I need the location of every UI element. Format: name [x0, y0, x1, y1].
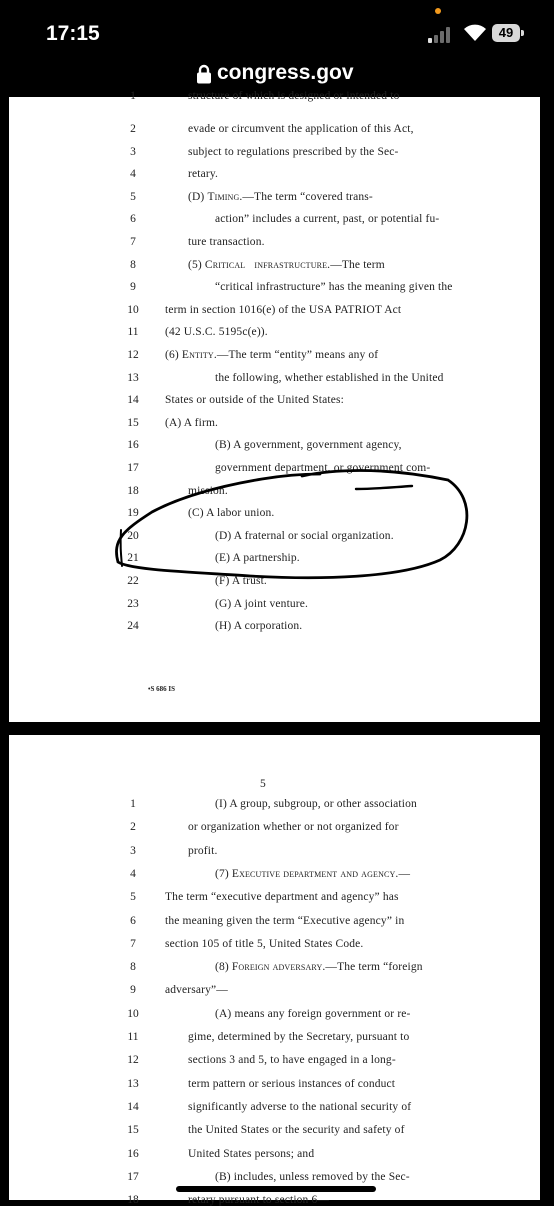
line-number: 23 — [127, 597, 139, 610]
line-text: government department, or government com- — [215, 462, 431, 474]
line-lead: (5) — [188, 258, 205, 271]
line-number: 4 — [130, 168, 136, 181]
line-number: 20 — [127, 529, 139, 542]
section-heading: Timing — [207, 190, 240, 203]
line-text — [165, 349, 378, 361]
line-number: 14 — [127, 1100, 139, 1113]
line-number: 2 — [130, 123, 136, 135]
line-rest: .—The term “covered trans- — [239, 190, 373, 203]
line-number: 3 — [130, 145, 136, 158]
line-number: 11 — [127, 1031, 139, 1043]
line-number: 15 — [127, 1124, 139, 1137]
line-number: 8 — [130, 258, 136, 271]
line-text: mission. — [188, 484, 228, 497]
line-text: section 105 of title 5, United States Code. — [165, 937, 364, 950]
line-lead: (D) — [188, 190, 208, 203]
privacy-indicator-dot — [435, 8, 441, 14]
line-number: 21 — [127, 552, 139, 565]
page-number: 5 — [260, 778, 266, 790]
line-text: or organization whether or not organized for — [188, 821, 399, 834]
line-number: 9 — [130, 984, 136, 997]
line-text: the meaning given the term “Executive agency” in — [165, 914, 405, 927]
line-number: 19 — [127, 507, 139, 520]
line-text — [188, 259, 385, 271]
line-text: the United States or the security and safety of — [188, 1124, 405, 1137]
wifi-icon — [462, 22, 488, 42]
line-number: 17 — [127, 462, 139, 474]
line-text: (I) A group, subgroup, or other association — [215, 798, 417, 810]
line-text: (42 U.S.C. 5195c(e)). — [165, 326, 268, 339]
line-rest: .—The term — [327, 258, 385, 271]
document-page-5 — [9, 735, 540, 1206]
line-number: 10 — [127, 303, 139, 316]
status-time: 17:15 — [46, 22, 100, 45]
line-number: 14 — [127, 394, 139, 407]
line-text: term in section 1016(e) of the USA PATRIOT Act — [165, 303, 402, 316]
line-number: 12 — [127, 349, 139, 361]
line-number: 18 — [127, 1194, 139, 1206]
line-number: 10 — [127, 1007, 139, 1020]
line-text: evade or circumvent the application of this Act, — [188, 123, 414, 135]
line-number: 13 — [127, 371, 139, 384]
cellular-signal-icon — [428, 25, 458, 43]
line-text: action” includes a current, past, or potential fu- — [215, 213, 440, 226]
line-text — [188, 191, 373, 203]
line-number: 7 — [130, 236, 136, 248]
line-text: subject to regulations prescribed by the Sec- — [188, 145, 399, 158]
line-number: 4 — [130, 867, 136, 880]
line-text: sections 3 and 5, to have engaged in a long- — [188, 1054, 396, 1067]
browser-address-bar[interactable] — [0, 58, 554, 94]
line-text — [215, 868, 410, 880]
line-number: 24 — [127, 620, 139, 633]
line-text: adversary”— — [165, 984, 228, 997]
line-text: gime, determined by the Secretary, pursuant to — [188, 1031, 410, 1043]
line-text: (D) A fraternal or social organization. — [215, 529, 394, 542]
line-number: 9 — [130, 281, 136, 294]
section-heading: Foreign adversary — [231, 961, 323, 974]
line-number: 1 — [130, 90, 136, 102]
line-text: (G) A joint venture. — [215, 597, 309, 610]
line-text: (A) A firm. — [165, 416, 219, 429]
url-text: congress.gov — [217, 61, 354, 84]
line-text: profit. — [188, 844, 218, 857]
line-number: 16 — [127, 1147, 139, 1160]
status-bar — [0, 0, 554, 60]
lock-icon — [196, 64, 212, 84]
line-number: 22 — [127, 575, 139, 587]
section-heading: Critical infrastructure — [204, 258, 328, 271]
line-text: The term “executive department and agency” has — [165, 891, 399, 904]
line-number: 18 — [127, 484, 139, 497]
line-text: (E) A partnership. — [215, 552, 300, 565]
bill-identifier-footer: •S 686 IS — [148, 685, 175, 693]
line-text: significantly adverse to the national security of — [188, 1100, 412, 1113]
battery-level: 49 — [492, 24, 520, 42]
line-rest: .—The term “foreign — [322, 961, 423, 974]
line-text: the following, whether established in the United — [215, 371, 444, 384]
line-text: retary. — [188, 168, 218, 181]
line-lead: (8) — [215, 961, 232, 974]
line-text: “critical infrastructure” has the meaning given the — [215, 281, 453, 294]
line-number: 11 — [127, 326, 139, 339]
line-number: 1 — [130, 798, 136, 810]
line-number: 13 — [127, 1077, 139, 1090]
line-text: (A) means any foreign government or re- — [215, 1007, 411, 1020]
line-number: 3 — [130, 844, 136, 857]
line-number: 6 — [130, 213, 136, 226]
line-number: 8 — [130, 961, 136, 974]
line-number: 12 — [127, 1054, 139, 1067]
line-text: (C) A labor union. — [188, 507, 275, 520]
line-text: term pattern or serious instances of conduct — [188, 1077, 396, 1090]
line-text: (B) A government, government agency, — [215, 439, 402, 452]
line-lead: (6) — [165, 349, 182, 361]
document-page-4 — [9, 90, 540, 722]
line-lead: (7) — [215, 867, 232, 880]
section-heading: Entity — [181, 349, 214, 361]
line-text: structure of which is designed or intended to — [188, 90, 400, 102]
line-rest: .— — [395, 867, 411, 880]
line-text: ture transaction. — [188, 236, 265, 248]
line-text — [215, 961, 423, 973]
line-number: 7 — [130, 937, 136, 950]
line-number: 5 — [130, 891, 136, 904]
line-number: 15 — [127, 416, 139, 429]
line-number: 6 — [130, 914, 136, 927]
line-text: United States persons; and — [188, 1147, 315, 1160]
section-heading: Executive department and agency — [231, 867, 396, 880]
battery-icon — [492, 22, 526, 44]
line-number: 17 — [127, 1170, 139, 1183]
line-number: 5 — [130, 190, 136, 203]
line-text: (F) A trust. — [215, 575, 267, 587]
home-indicator[interactable] — [176, 1186, 376, 1192]
line-rest: .—The term “entity” means any of — [213, 349, 379, 361]
line-text: (B) includes, unless removed by the Sec- — [215, 1170, 410, 1183]
line-text: (H) A corporation. — [215, 620, 303, 633]
line-number: 2 — [130, 821, 136, 834]
line-text: States or outside of the United States: — [165, 394, 344, 407]
line-number: 16 — [127, 439, 139, 452]
line-text: retary pursuant to section 6— — [188, 1194, 330, 1206]
